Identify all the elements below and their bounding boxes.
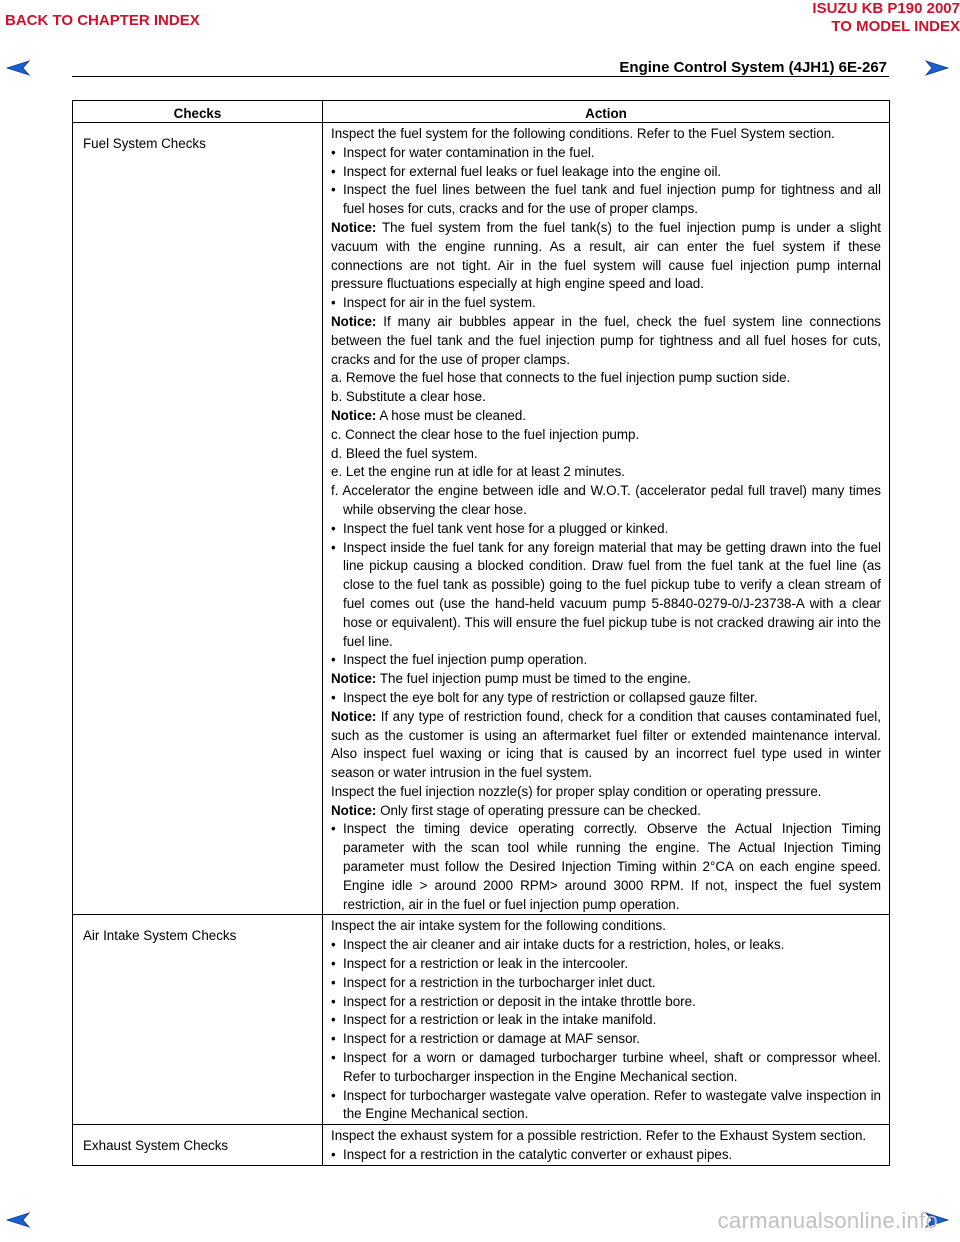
action-line: a. Remove the fuel hose that connects to the fuel injection pump suction side.	[331, 370, 791, 386]
page-title: Engine Control System (4JH1) 6E-267	[619, 59, 887, 76]
action-cell	[323, 915, 890, 1125]
action-line: c. Connect the clear hose to the fuel injection pump.	[331, 426, 640, 442]
notice-text: The fuel system from the fuel tank(s) to the fuel injection pump is under a slight vacuum with the engine running. As a result, air can enter the fuel system if these connections are not tight. Air in the fuel system will cause fuel injection pump internal pressure fluctuations especially at high engine speed and load.	[331, 219, 881, 292]
bullet-item: • Inspect the fuel lines between the fuel tank and fuel injection pump for tightness and all fuel hoses for cuts, cracks and for the use of proper clamps.	[331, 181, 881, 219]
bullet-item: • Inspect inside the fuel tank for any foreign material that may be getting drawn into the fuel line pickup causing a blocked condition. Draw fuel from the fuel tank at the fuel line (as close to the fuel tank as possible) going to the fuel pickup tube to verify a clean stream of fuel comes out (use the hand-held vacuum pump 5-8840-0279-0/J-23738-A with a clear hose or equivalent). This will ensure the fuel pickup tube is not cracked drawing air into the fuel line.	[331, 539, 881, 652]
action-cell	[323, 1125, 890, 1166]
notice-line	[331, 219, 881, 294]
notice-label: Notice:	[331, 219, 377, 235]
check-name: Air Intake System Checks	[73, 915, 323, 1125]
arrow-left-icon[interactable]	[5, 60, 35, 76]
bullet-item: • Inspect for a restriction or leak in the intercooler.	[331, 955, 881, 974]
action-column-header: Action	[323, 101, 890, 123]
notice-line	[331, 802, 881, 821]
notice-line	[331, 407, 881, 426]
bullet-item: • Inspect for a restriction or leak in the intake manifold.	[331, 1011, 881, 1030]
action-line: Inspect the fuel injection nozzle(s) for proper splay condition or operating pressure.	[331, 783, 822, 799]
back-to-chapter-index-link[interactable]: BACK TO CHAPTER INDEX	[5, 12, 200, 29]
to-model-index-link[interactable]: TO MODEL INDEX	[831, 18, 960, 35]
notice-label: Notice:	[331, 407, 377, 423]
checks-column-header: Checks	[73, 101, 323, 123]
bullet-item: • Inspect the timing device operating correctly. Observe the Actual Injection Timing parameter with the scan tool while running the engine. The Actual Injection Timing parameter must follow the Desired Injection Timing within 2°CA on each engine speed. Engine idle > around 2000 RPM> around 3000 RPM. If not, inspect the fuel system restriction, air in the fuel or fuel injection pump operation.	[331, 820, 881, 914]
table-body	[73, 123, 890, 1166]
table-row	[73, 915, 890, 1125]
bullet-item: • Inspect the eye bolt for any type of restriction or collapsed gauze filter.	[331, 689, 881, 708]
arrow-left-icon[interactable]	[5, 1212, 35, 1228]
action-line: Inspect the air intake system for the following conditions.	[331, 918, 666, 934]
notice-text: Only first stage of operating pressure can be checked.	[376, 802, 701, 818]
bullet-item: • Inspect the air cleaner and air intake ducts for a restriction, holes, or leaks.	[331, 936, 881, 955]
notice-line	[331, 708, 881, 783]
action-line: e. Let the engine run at idle for at least 2 minutes.	[331, 464, 626, 480]
model-title: ISUZU KB P190 2007	[812, 0, 960, 17]
check-name: Exhaust System Checks	[73, 1125, 323, 1166]
notice-label: Notice:	[331, 802, 377, 818]
notice-line	[331, 313, 881, 369]
arrow-right-icon[interactable]	[920, 60, 950, 76]
bullet-item: • Inspect for a worn or damaged turbocharger turbine wheel, shaft or compressor wheel. Refer to turbocharger inspection in the Engine Mechanical section.	[331, 1049, 881, 1087]
action-line: b. Substitute a clear hose.	[331, 389, 486, 405]
notice-label: Notice:	[331, 671, 377, 687]
bullet-item: • Inspect for water contamination in the fuel.	[331, 144, 881, 163]
action-line: Inspect the fuel system for the following conditions. Refer to the Fuel System section.	[331, 126, 835, 141]
action-cell	[323, 123, 890, 915]
notice-text: If many air bubbles appear in the fuel, check the fuel system line connections between the fuel tank and the fuel injection pump for tightness and all fuel hoses for cuts, cracks and for the use of proper clamps.	[331, 313, 881, 367]
bullet-item: • Inspect for a restriction in the catalytic converter or exhaust pipes.	[331, 1146, 881, 1165]
notice-text: The fuel injection pump must be timed to the engine.	[376, 671, 692, 687]
table-row	[73, 1125, 890, 1166]
bullet-item: • Inspect the fuel injection pump operation.	[331, 651, 881, 670]
bullet-item: • Inspect for a restriction or damage at MAF sensor.	[331, 1030, 881, 1049]
bullet-item: • Inspect for a restriction or deposit in the intake throttle bore.	[331, 993, 881, 1012]
action-line: f. Accelerator the engine between idle and W.O.T. (accelerator pedal full travel) many times while observing the clear hose.	[331, 483, 881, 517]
checks-table	[72, 100, 890, 1166]
notice-line	[331, 670, 881, 689]
header-divider	[72, 76, 889, 77]
notice-label: Notice:	[331, 313, 377, 329]
bullet-item: • Inspect the fuel tank vent hose for a plugged or kinked.	[331, 520, 881, 539]
check-name: Fuel System Checks	[73, 123, 323, 915]
table-row	[73, 123, 890, 915]
action-line: d. Bleed the fuel system.	[331, 445, 478, 461]
notice-label: Notice:	[331, 708, 377, 724]
bullet-item: • Inspect for turbocharger wastegate valve operation. Refer to wastegate valve inspection in the Engine Mechanical section.	[331, 1087, 881, 1125]
table-header-row	[73, 101, 890, 123]
bullet-item: • Inspect for external fuel leaks or fuel leakage into the engine oil.	[331, 163, 881, 182]
bullet-item: • Inspect for a restriction in the turbocharger inlet duct.	[331, 974, 881, 993]
watermark: carmanualsonline.info	[717, 1208, 938, 1233]
bullet-item: • Inspect for air in the fuel system.	[331, 294, 881, 313]
notice-text: A hose must be cleaned.	[376, 407, 527, 423]
notice-text: If any type of restriction found, check for a condition that causes contaminated fuel, such as the customer is using an aftermarket fuel filter or extended maintenance interval. Also inspect fuel waxing or icing that is caused by an incorrect fuel type used in winter season or water intrusion in the fuel system.	[331, 708, 881, 781]
action-line: Inspect the exhaust system for a possible restriction. Refer to the Exhaust System section.	[331, 1128, 867, 1144]
